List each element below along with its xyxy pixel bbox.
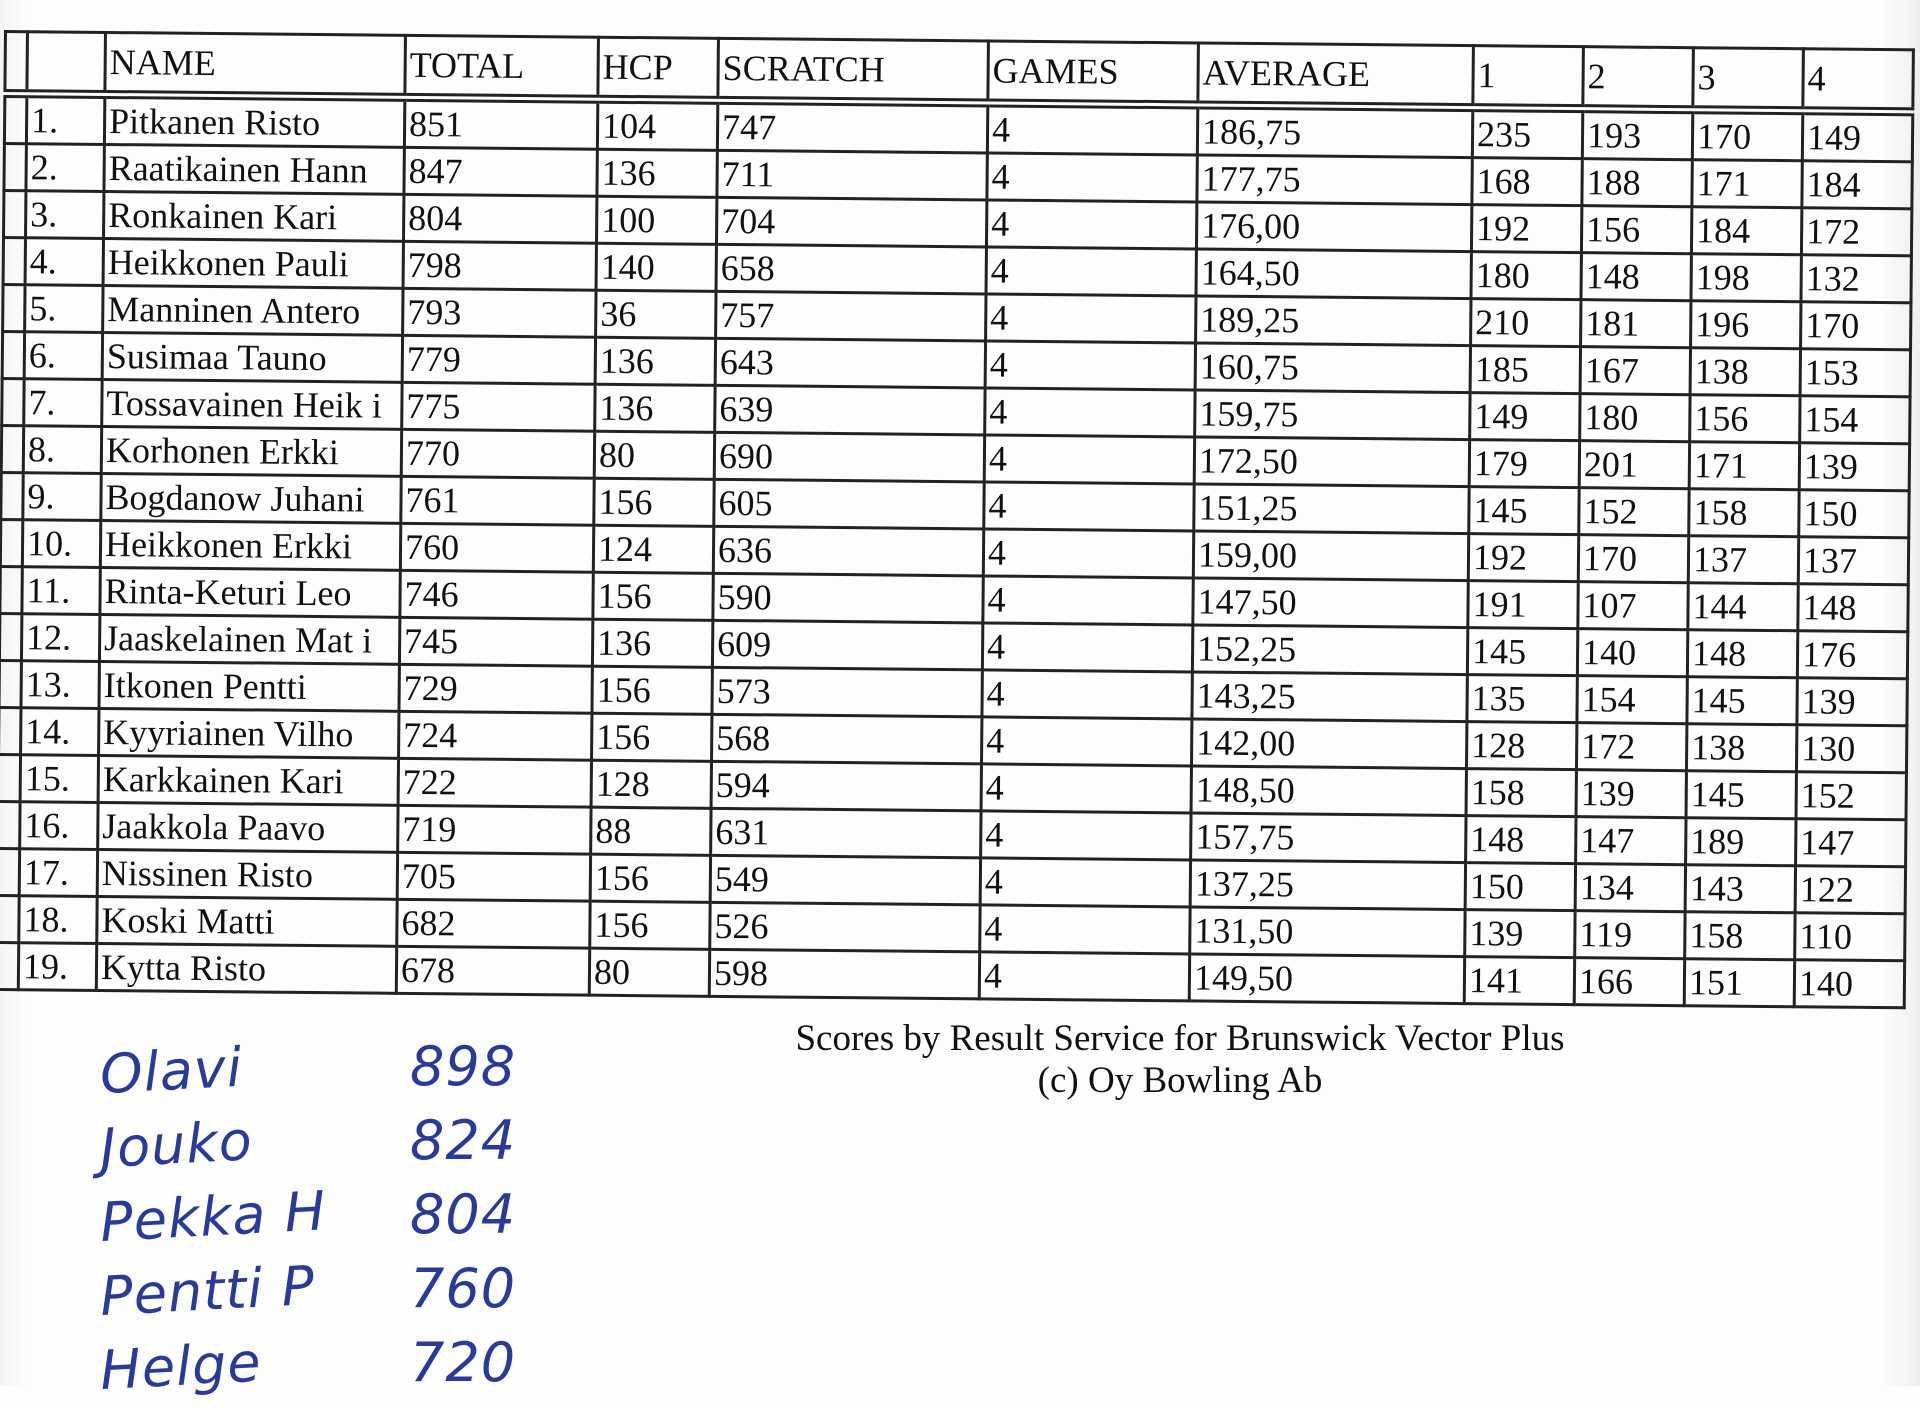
total-cell: 678 <box>396 946 589 995</box>
scratch-cell: 594 <box>711 761 981 811</box>
game-1-cell: 158 <box>1466 769 1576 817</box>
position-cell: 9. <box>23 473 101 521</box>
total-cell: 729 <box>399 664 592 713</box>
games-cell: 4 <box>983 529 1193 578</box>
position-cell: 3. <box>26 191 104 239</box>
player-name-cell: Manninen Antero <box>103 285 403 335</box>
average-cell: 160,75 <box>1195 343 1470 393</box>
total-cell: 719 <box>398 805 591 854</box>
game-4-cell: 110 <box>1795 913 1905 961</box>
game-2-cell: 154 <box>1577 676 1687 724</box>
player-name-cell: Susimaa Tauno <box>102 332 402 382</box>
average-cell: 151,25 <box>1194 484 1469 534</box>
games-cell: 4 <box>987 103 1197 155</box>
row-margin-cell <box>2 378 24 425</box>
scratch-cell: 605 <box>714 479 984 529</box>
hcp-cell: 136 <box>592 619 712 667</box>
hcp-cell: 88 <box>591 807 711 855</box>
game-3-cell: 158 <box>1689 489 1799 537</box>
scratch-cell: 747 <box>717 100 987 153</box>
total-cell: 798 <box>403 241 596 290</box>
row-margin-cell <box>4 94 26 144</box>
position-cell: 15. <box>20 755 98 803</box>
game-3-cell: 143 <box>1685 865 1795 913</box>
game-2-cell: 148 <box>1581 253 1691 301</box>
handwritten-name: Pekka H <box>98 1179 328 1255</box>
handwritten-note-row <box>98 1326 517 1403</box>
game-2-cell: 156 <box>1581 206 1691 254</box>
handwritten-notes <box>98 1030 517 1403</box>
game-3-cell: 145 <box>1686 771 1796 819</box>
position-cell: 2. <box>26 144 104 192</box>
games-cell: 4 <box>984 435 1194 484</box>
games-cell: 4 <box>981 764 1191 813</box>
game-4-cell: 152 <box>1796 772 1906 820</box>
player-name-cell: Heikkonen Erkki <box>100 520 400 570</box>
game-2-cell: 107 <box>1578 582 1688 630</box>
average-cell: 176,00 <box>1196 202 1471 252</box>
games-cell: 4 <box>986 247 1196 296</box>
row-margin-cell <box>2 332 24 379</box>
game-4-cell: 132 <box>1801 255 1911 303</box>
footer-line-2: (c) Oy Bowling Ab <box>1037 1060 1323 1101</box>
scratch-cell: 609 <box>712 620 982 670</box>
game-4-cell: 140 <box>1794 960 1904 1008</box>
game-1-cell: 185 <box>1470 346 1580 394</box>
hcp-cell: 140 <box>596 243 716 291</box>
games-cell: 4 <box>985 388 1195 437</box>
game-4-cell: 176 <box>1797 631 1907 679</box>
row-margin-cell <box>0 519 22 566</box>
row-margin-cell <box>0 566 22 613</box>
game-2-cell: 140 <box>1577 629 1687 677</box>
total-cell: 761 <box>401 476 594 525</box>
header-game-2: 2 <box>1583 47 1694 110</box>
game-3-cell: 171 <box>1689 442 1799 490</box>
row-margin-cell <box>4 191 26 238</box>
scratch-cell: 590 <box>713 573 983 623</box>
game-4-cell: 147 <box>1796 819 1906 867</box>
game-1-cell: 128 <box>1466 722 1576 770</box>
game-2-cell: 180 <box>1580 394 1690 442</box>
games-cell: 4 <box>983 576 1193 625</box>
game-2-cell: 166 <box>1574 958 1684 1006</box>
game-4-cell: 170 <box>1801 302 1911 350</box>
average-cell: 131,50 <box>1190 907 1465 957</box>
total-cell: 851 <box>404 97 597 149</box>
player-name-cell: Karkkainen Kari <box>98 755 398 805</box>
row-margin-cell <box>0 754 21 801</box>
game-4-cell: 130 <box>1796 725 1906 773</box>
game-1-cell: 210 <box>1471 299 1581 347</box>
game-1-cell: 150 <box>1465 863 1575 911</box>
average-cell: 164,50 <box>1196 249 1471 299</box>
handwritten-score: 898 <box>410 1035 517 1098</box>
game-3-cell: 148 <box>1687 630 1797 678</box>
game-1-cell: 235 <box>1472 108 1582 159</box>
scratch-cell: 757 <box>716 291 986 341</box>
header-game-1: 1 <box>1473 46 1584 109</box>
row-margin-cell <box>0 660 21 707</box>
average-cell: 186,75 <box>1197 105 1472 158</box>
hcp-cell: 156 <box>590 901 710 949</box>
average-cell: 137,25 <box>1190 860 1465 910</box>
hcp-cell: 100 <box>596 196 716 244</box>
game-4-cell: 153 <box>1800 349 1910 397</box>
game-3-cell: 198 <box>1691 254 1801 302</box>
game-2-cell: 167 <box>1580 347 1690 395</box>
player-name-cell: Heikkonen Pauli <box>103 238 403 288</box>
game-3-cell: 171 <box>1692 160 1802 208</box>
game-3-cell: 138 <box>1690 348 1800 396</box>
total-cell: 775 <box>402 382 595 431</box>
average-cell: 159,00 <box>1193 531 1468 581</box>
handwritten-score: 824 <box>410 1109 517 1172</box>
average-cell: 148,50 <box>1191 766 1466 816</box>
player-name-cell: Nissinen Risto <box>97 849 397 899</box>
games-cell: 4 <box>986 200 1196 249</box>
header-name: NAME <box>105 32 406 97</box>
row-margin-cell <box>0 613 22 660</box>
total-cell: 682 <box>397 899 590 948</box>
scratch-cell: 526 <box>710 902 980 952</box>
row-margin-cell <box>4 144 26 191</box>
game-1-cell: 191 <box>1468 581 1578 629</box>
games-cell: 4 <box>982 623 1192 672</box>
table-body <box>0 94 1913 1008</box>
player-name-cell: Jaaskelainen Mat i <box>99 614 399 664</box>
handwritten-note-row <box>98 1178 517 1255</box>
game-2-cell: 201 <box>1579 441 1689 489</box>
game-1-cell: 149 <box>1470 393 1580 441</box>
game-1-cell: 145 <box>1469 487 1579 535</box>
row-margin-cell <box>3 285 25 332</box>
player-name-cell: Raatikainen Hann <box>104 144 404 194</box>
game-3-cell: 196 <box>1691 301 1801 349</box>
game-1-cell: 180 <box>1471 252 1581 300</box>
hcp-cell: 156 <box>590 854 710 902</box>
results-table <box>0 30 1915 1009</box>
game-2-cell: 139 <box>1576 770 1686 818</box>
scratch-cell: 568 <box>712 714 982 764</box>
scratch-cell: 636 <box>713 526 983 576</box>
scratch-cell: 573 <box>712 667 982 717</box>
footer-credits <box>700 1018 1660 1102</box>
game-2-cell: 193 <box>1582 109 1692 160</box>
scratch-cell: 639 <box>715 385 985 435</box>
game-2-cell: 170 <box>1578 535 1688 583</box>
position-cell: 7. <box>24 379 102 427</box>
game-1-cell: 148 <box>1466 816 1576 864</box>
position-cell: 1. <box>26 94 104 145</box>
hcp-cell: 104 <box>597 99 717 150</box>
scratch-cell: 690 <box>714 432 984 482</box>
total-cell: 770 <box>401 429 594 478</box>
header-games: GAMES <box>988 41 1199 105</box>
average-cell: 143,25 <box>1192 672 1467 722</box>
position-cell: 14. <box>21 708 99 756</box>
total-cell: 745 <box>399 617 592 666</box>
handwritten-note-row <box>98 1252 517 1329</box>
row-margin-cell <box>0 942 19 989</box>
position-cell: 16. <box>20 802 98 850</box>
hcp-cell: 36 <box>596 290 716 338</box>
player-name-cell: Jaakkola Paavo <box>98 802 398 852</box>
total-cell: 760 <box>400 523 593 572</box>
game-2-cell: 181 <box>1581 300 1691 348</box>
player-name-cell: Kytta Risto <box>96 943 396 993</box>
game-3-cell: 158 <box>1685 912 1795 960</box>
total-cell: 705 <box>397 852 590 901</box>
games-cell: 4 <box>982 717 1192 766</box>
scratch-cell: 598 <box>709 949 979 999</box>
position-cell: 17. <box>19 849 97 897</box>
hcp-cell: 136 <box>597 149 717 197</box>
game-3-cell: 184 <box>1691 207 1801 255</box>
game-4-cell: 172 <box>1801 208 1911 256</box>
scratch-cell: 658 <box>716 244 986 294</box>
average-cell: 177,75 <box>1197 155 1472 205</box>
header-scratch: SCRATCH <box>718 38 989 103</box>
hcp-cell: 80 <box>589 948 709 996</box>
position-cell: 18. <box>19 896 97 944</box>
position-cell: 8. <box>23 426 101 474</box>
header-corner-cell <box>5 32 28 94</box>
total-cell: 779 <box>402 335 595 384</box>
hcp-cell: 124 <box>593 525 713 573</box>
game-1-cell: 145 <box>1467 628 1577 676</box>
row-margin-cell <box>3 238 25 285</box>
average-cell: 149,50 <box>1189 954 1464 1004</box>
game-3-cell: 137 <box>1688 536 1798 584</box>
row-margin-cell <box>0 895 19 942</box>
footer-line-1: Scores by Result Service for Brunswick Vector Plus <box>795 1018 1565 1059</box>
row-margin-cell <box>0 848 20 895</box>
game-1-cell: 141 <box>1464 957 1574 1005</box>
games-cell: 4 <box>986 294 1196 343</box>
handwritten-note-row <box>98 1104 517 1181</box>
position-cell: 5. <box>25 285 103 333</box>
hcp-cell: 156 <box>592 713 712 761</box>
game-2-cell: 147 <box>1576 817 1686 865</box>
position-cell: 6. <box>24 332 102 380</box>
games-cell: 4 <box>980 905 1190 954</box>
header-total: TOTAL <box>405 35 599 99</box>
total-cell: 722 <box>398 758 591 807</box>
header-pos-cell <box>27 32 106 95</box>
game-4-cell: 149 <box>1802 111 1912 162</box>
game-4-cell: 137 <box>1798 537 1908 585</box>
handwritten-score: 720 <box>410 1331 517 1394</box>
total-cell: 724 <box>399 711 592 760</box>
games-cell: 4 <box>979 952 1189 1001</box>
game-2-cell: 152 <box>1579 488 1689 536</box>
game-2-cell: 119 <box>1575 911 1685 959</box>
game-4-cell: 148 <box>1798 584 1908 632</box>
game-1-cell: 139 <box>1465 910 1575 958</box>
scratch-cell: 631 <box>711 808 981 858</box>
player-name-cell: Korhonen Erkki <box>101 426 401 476</box>
game-4-cell: 150 <box>1799 490 1909 538</box>
row-margin-cell <box>1 472 23 519</box>
games-cell: 4 <box>981 811 1191 860</box>
average-cell: 159,75 <box>1195 390 1470 440</box>
total-cell: 793 <box>403 288 596 337</box>
hcp-cell: 156 <box>593 572 713 620</box>
game-1-cell: 192 <box>1471 205 1581 253</box>
player-name-cell: Ronkainen Kari <box>104 191 404 241</box>
games-cell: 4 <box>987 153 1197 202</box>
scratch-cell: 643 <box>715 338 985 388</box>
average-cell: 152,25 <box>1192 625 1467 675</box>
hcp-cell: 136 <box>595 337 715 385</box>
row-margin-cell <box>0 801 20 848</box>
position-cell: 10. <box>22 520 100 568</box>
average-cell: 172,50 <box>1194 437 1469 487</box>
handwritten-note-row <box>98 1030 517 1107</box>
game-3-cell: 170 <box>1692 110 1802 161</box>
player-name-cell: Kyyriainen Vilho <box>99 708 399 758</box>
player-name-cell: Pitkanen Risto <box>104 94 404 147</box>
handwritten-name: Pentti P <box>98 1253 317 1329</box>
position-cell: 4. <box>25 238 103 286</box>
total-cell: 804 <box>403 194 596 243</box>
header-game-4: 4 <box>1803 49 1914 112</box>
handwritten-score: 804 <box>410 1183 517 1246</box>
game-4-cell: 139 <box>1799 443 1909 491</box>
hcp-cell: 156 <box>594 478 714 526</box>
handwritten-name: Olavi <box>98 1035 245 1107</box>
player-name-cell: Bogdanow Juhani <box>101 473 401 523</box>
player-name-cell: Tossavainen Heik i <box>102 379 402 429</box>
game-3-cell: 138 <box>1686 724 1796 772</box>
hcp-cell: 80 <box>594 431 714 479</box>
scratch-cell: 711 <box>717 150 987 200</box>
game-4-cell: 154 <box>1800 396 1910 444</box>
handwritten-name: Jouko <box>98 1109 255 1181</box>
game-1-cell: 168 <box>1472 158 1582 206</box>
header-hcp: HCP <box>598 37 719 100</box>
player-name-cell: Itkonen Pentti <box>99 661 399 711</box>
hcp-cell: 156 <box>592 666 712 714</box>
position-cell: 12. <box>21 614 99 662</box>
game-4-cell: 139 <box>1797 678 1907 726</box>
position-cell: 13. <box>21 661 99 709</box>
average-cell: 142,00 <box>1191 719 1466 769</box>
games-cell: 4 <box>984 482 1194 531</box>
hcp-cell: 136 <box>595 384 715 432</box>
game-3-cell: 144 <box>1688 583 1798 631</box>
total-cell: 847 <box>404 147 597 196</box>
average-cell: 147,50 <box>1193 578 1468 628</box>
game-1-cell: 192 <box>1468 534 1578 582</box>
handwritten-score: 760 <box>410 1257 517 1320</box>
hcp-cell: 128 <box>591 760 711 808</box>
player-name-cell: Koski Matti <box>97 896 397 946</box>
game-2-cell: 172 <box>1576 723 1686 771</box>
row-margin-cell <box>0 707 21 754</box>
game-3-cell: 145 <box>1687 677 1797 725</box>
game-2-cell: 188 <box>1582 159 1692 207</box>
game-3-cell: 151 <box>1684 959 1794 1007</box>
position-cell: 19. <box>18 943 96 991</box>
game-1-cell: 135 <box>1467 675 1577 723</box>
position-cell: 11. <box>22 567 100 615</box>
header-average: AVERAGE <box>1198 43 1474 108</box>
header-game-3: 3 <box>1693 48 1804 111</box>
row-margin-cell <box>1 425 23 472</box>
scratch-cell: 549 <box>710 855 980 905</box>
game-1-cell: 179 <box>1469 440 1579 488</box>
game-3-cell: 189 <box>1686 818 1796 866</box>
average-cell: 189,25 <box>1196 296 1471 346</box>
game-3-cell: 156 <box>1690 395 1800 443</box>
total-cell: 746 <box>400 570 593 619</box>
game-4-cell: 122 <box>1795 866 1905 914</box>
games-cell: 4 <box>980 858 1190 907</box>
games-cell: 4 <box>985 341 1195 390</box>
game-4-cell: 184 <box>1802 161 1912 209</box>
scratch-cell: 704 <box>716 197 986 247</box>
handwritten-name: Helge <box>98 1330 263 1403</box>
player-name-cell: Rinta-Keturi Leo <box>100 567 400 617</box>
game-2-cell: 134 <box>1575 864 1685 912</box>
average-cell: 157,75 <box>1191 813 1466 863</box>
games-cell: 4 <box>982 670 1192 719</box>
